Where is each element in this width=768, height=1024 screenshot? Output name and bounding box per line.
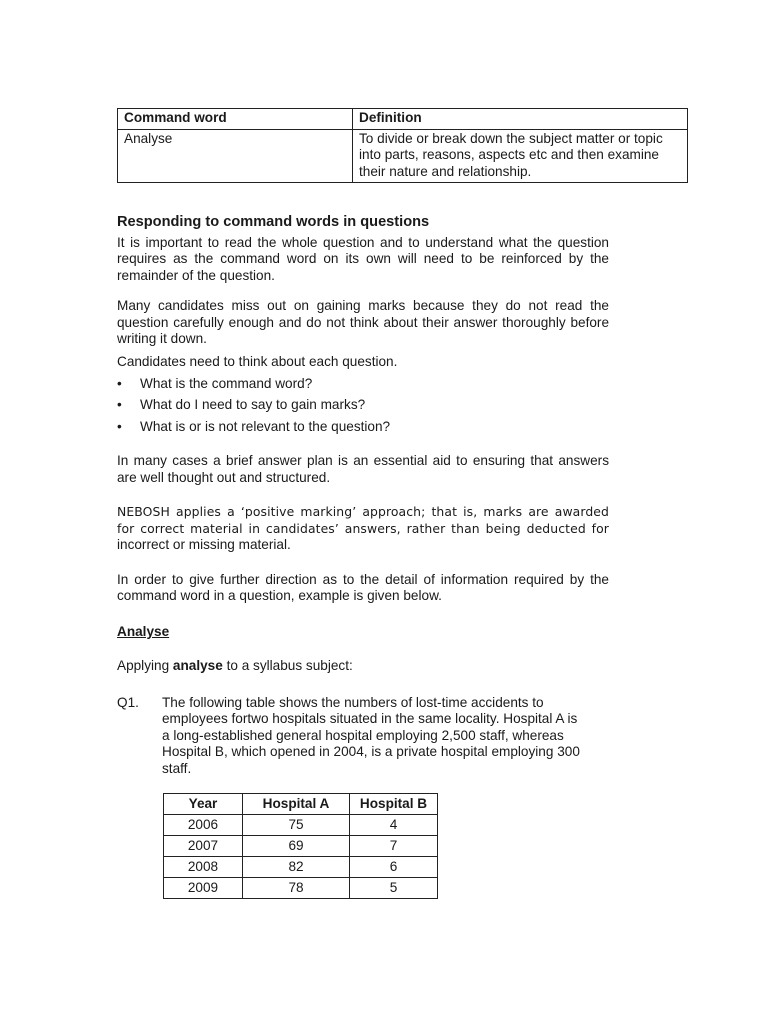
question-q1 <box>117 695 609 778</box>
paragraph-think: Candidates need to think about each question. <box>117 353 398 369</box>
document-page <box>117 108 663 899</box>
accident-table <box>163 793 438 899</box>
list-item: • What is the command word? <box>117 376 313 391</box>
paragraph-further-direction: In order to give further direction as to the detail of information required by the command word in a question, example is given below. <box>117 571 609 604</box>
section-title: Responding to command words in questions <box>117 214 430 230</box>
table-row: 2008 82 6 <box>164 857 438 878</box>
table-row: 2009 78 5 <box>164 878 438 899</box>
table-header-row <box>118 109 688 130</box>
header-definition: Definition <box>353 109 688 130</box>
analyse-heading: Analyse <box>117 623 170 639</box>
question-text: The following table shows the numbers of lost-time accidents to employees fortwo hospitals situated in the same locality. Hospital A is a long-established general hospital employing 2,500 staff, whereas Hospital B, which opened in 2004, is a private hospital employing 300 staff. <box>162 694 580 776</box>
bullet-icon: • <box>117 418 122 434</box>
definition-cell: To divide or break down the subject matter or topic into parts, reasons, aspects etc and then examine their nature and relationship. <box>353 129 688 183</box>
list-item: • What do I need to say to gain marks? <box>117 397 366 413</box>
question-label: Q1. <box>117 694 139 710</box>
accident-table-header: Year Hospital A Hospital B <box>164 794 438 815</box>
paragraph-missing-marks: Many candidates miss out on gaining marks because they do not read the question carefully enough and do not think about their answer thoroughly before writing it down. <box>117 298 609 346</box>
table-row <box>118 129 688 183</box>
applying-line: Applying analyse to a syllabus subject: <box>117 658 353 674</box>
list-item: • What is or is not relevant to the question? <box>117 418 391 434</box>
paragraph-positive-marking: NEBOSH applies a ‘positive marking’ approach; that is, marks are awarded for correct material in candidates’ answers, rather than being deducted for incorrect or missing material. <box>117 504 609 553</box>
header-command-word: Command word <box>118 109 353 130</box>
command-word-cell: Analyse <box>118 129 353 183</box>
table-row: 2007 69 7 <box>164 836 438 857</box>
bullet-icon: • <box>117 376 122 391</box>
bullet-icon: • <box>117 397 122 413</box>
paragraph-answer-plan: In many cases a brief answer plan is an essential aid to ensuring that answers are well thought out and structured. <box>117 453 609 485</box>
paragraph-read-question: It is important to read the whole question and to understand what the question requires as the command word on its own will need to be reinforced by the remainder of the question. <box>117 234 609 283</box>
question-checklist <box>117 376 609 435</box>
command-word-table <box>117 108 688 183</box>
table-row: 2006 75 4 <box>164 815 438 836</box>
